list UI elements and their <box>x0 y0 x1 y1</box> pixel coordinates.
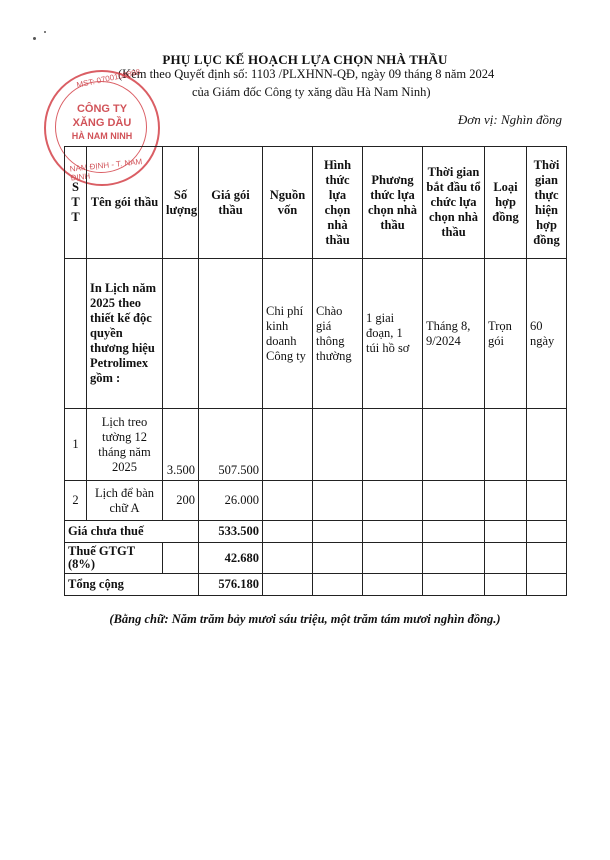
seal-top-text: MST: 0700108898 <box>75 67 142 90</box>
package-contract-duration: 60 ngày <box>527 259 567 409</box>
header-selection-method: Phương thức lựa chọn nhà thầu <box>363 147 423 259</box>
item-1-empty <box>485 409 527 481</box>
package-row <box>65 259 567 409</box>
item-1-empty <box>527 409 567 481</box>
item-2-empty <box>263 481 313 521</box>
vat-row <box>65 543 567 574</box>
header-quantity: Số lượng <box>163 147 199 259</box>
seal-line-1: CÔNG TY <box>76 103 128 115</box>
item-1-empty <box>363 409 423 481</box>
package-funding-source: Chi phí kinh doanh Công ty <box>263 259 313 409</box>
item-1-qty: 3.500 <box>163 409 199 481</box>
grand-total-label: Tổng cộng <box>65 574 199 596</box>
scan-speck <box>44 31 46 33</box>
page-title: PHỤ LỤC KẾ HOẠCH LỰA CHỌN NHÀ THẦU <box>162 52 448 67</box>
item-2-empty <box>423 481 485 521</box>
package-price <box>199 259 263 409</box>
seal-bottom-text: NAM ĐỊNH - T. NAM ĐỊNH <box>69 157 143 183</box>
package-name: In Lịch năm 2025 theo thiết kế độc quyền thương hiệu Petrolimex gồm : <box>87 259 163 409</box>
item-1-empty <box>423 409 485 481</box>
grand-total-value: 576.180 <box>199 574 263 596</box>
amount-in-words: (Bằng chữ: Năm trăm bảy mươi sáu triệu, một trăm tám mươi nghìn đồng.) <box>109 612 501 626</box>
item-1-price: 507.500 <box>199 409 263 481</box>
package-contract-type: Trọn gói <box>485 259 527 409</box>
table-header-row <box>65 147 567 259</box>
header-package-price: Giá gói thầu <box>199 147 263 259</box>
package-selection-method: 1 giai đoạn, 1 túi hồ sơ <box>363 259 423 409</box>
vat-value: 42.680 <box>199 543 263 574</box>
item-2-empty <box>485 481 527 521</box>
subtotal-row <box>65 521 567 543</box>
package-selection-form: Chào giá thông thường <box>313 259 363 409</box>
item-2-empty <box>527 481 567 521</box>
subtotal-value: 533.500 <box>199 521 263 543</box>
grand-total-row <box>65 574 567 596</box>
subtitle-line-2: của Giám đốc Công ty xăng dầu Hà Nam Ninh) <box>192 85 431 99</box>
package-stt <box>65 259 87 409</box>
subtotal-label: Giá chưa thuế <box>65 521 199 543</box>
unit-label: Đơn vị: Nghìn đồng <box>457 112 562 127</box>
item-1-name: Lịch treo tường 12 tháng năm 2025 <box>87 409 163 481</box>
header-contract-type: Loại hợp đồng <box>485 147 527 259</box>
table-row <box>65 481 567 521</box>
vat-label: Thuế GTGT (8%) <box>65 543 163 574</box>
seal-line-3: HÀ NAM NINH <box>71 131 133 141</box>
seal-line-2: XĂNG DẦU <box>72 117 132 129</box>
scan-speck <box>33 37 36 40</box>
item-2-stt: 2 <box>65 481 87 521</box>
item-2-empty <box>363 481 423 521</box>
item-2-qty: 200 <box>163 481 199 521</box>
bidding-plan-table <box>64 146 567 596</box>
item-2-price: 26.000 <box>199 481 263 521</box>
vat-empty <box>163 543 199 574</box>
item-1-empty <box>263 409 313 481</box>
header-stt: S T T <box>65 147 87 259</box>
package-start-time: Tháng 8, 9/2024 <box>423 259 485 409</box>
item-1-empty <box>313 409 363 481</box>
header-funding-source: Nguồn vốn <box>263 147 313 259</box>
subtitle-line-1: (Kèm theo Quyết định số: 1103 /PLXHNN-QĐ, ngày 09 tháng 8 năm 2024 <box>118 67 495 81</box>
package-qty <box>163 259 199 409</box>
header-package-name: Tên gói thầu <box>87 147 163 259</box>
header-selection-form: Hình thức lựa chọn nhà thầu <box>313 147 363 259</box>
item-1-stt: 1 <box>65 409 87 481</box>
table-row <box>65 409 567 481</box>
item-2-empty <box>313 481 363 521</box>
header-contract-duration: Thời gian thực hiện hợp đồng <box>527 147 567 259</box>
header-start-time: Thời gian bắt đầu tổ chức lựa chọn nhà thầu <box>423 147 485 259</box>
item-2-name: Lịch để bàn chữ A <box>87 481 163 521</box>
